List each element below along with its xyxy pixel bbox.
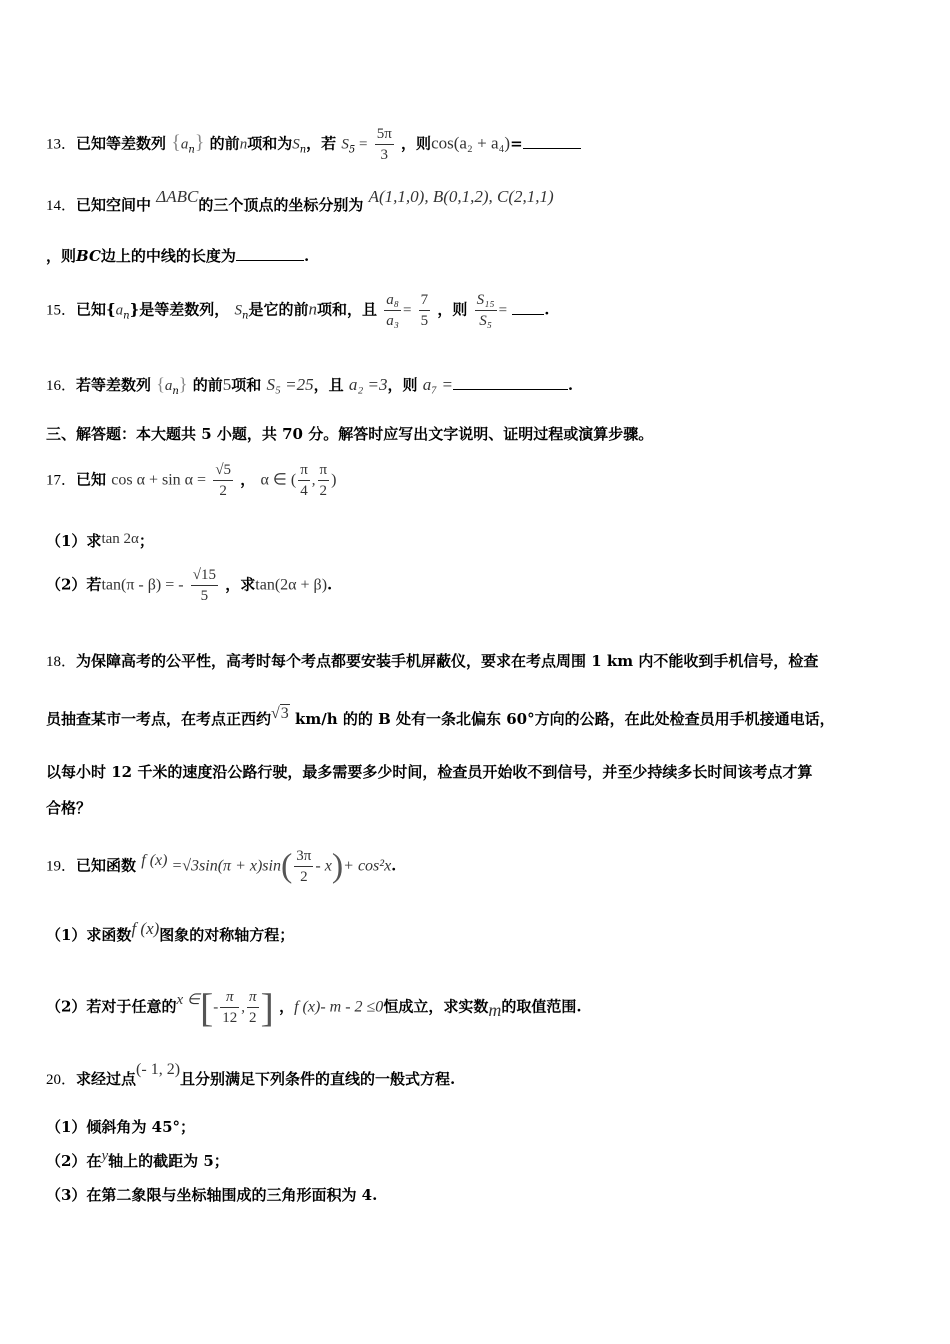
text: ，则 [46, 247, 77, 265]
math-tan-target: tan(2α + β) [255, 576, 328, 594]
text: 项和，且 [316, 300, 377, 319]
math-S5: S [341, 136, 349, 153]
fraction-5pi-3 [375, 124, 394, 165]
math-x-in: x ∈ [176, 991, 200, 1008]
math-func-expr: =√3sin(π + x)sin [167, 857, 281, 875]
text: 的三个顶点的坐标分别为 [198, 196, 364, 214]
math-tan2a: tan 2α [101, 531, 139, 547]
math-sub: n [172, 386, 179, 397]
text: 若等差数列 [76, 376, 152, 394]
math-range-open: α ∈ ( [260, 471, 297, 489]
question-18-line3: 以每小时 12 千米的速度沿公路行驶，最多需要多少时间，检查员开始收不到信号，并至少持续多长时间该考点才算 [46, 763, 813, 781]
math-minus: - [213, 999, 219, 1016]
math-seq: a [115, 302, 124, 319]
question-17-part-1 [46, 530, 154, 551]
question-13 [46, 124, 581, 165]
question-20-part-2 [46, 1150, 229, 1171]
frac-top: π [298, 460, 310, 481]
bracket-left: [ [199, 985, 214, 1030]
frac-top: S₁₅ [475, 290, 497, 311]
answer-blank[interactable] [236, 258, 304, 261]
part-label: （2）若对于任意的 [46, 997, 177, 1016]
math-S: S [234, 302, 243, 319]
question-18-line4: 合格？ [46, 799, 92, 817]
frac-bot: 2 [300, 869, 308, 885]
math-sub: 5 [348, 144, 356, 156]
frac-top: 3π [294, 846, 313, 867]
fraction-a8-a3 [384, 290, 401, 331]
math-n: n [239, 136, 248, 153]
math-eq: = [498, 302, 508, 319]
fraction-pi-4 [298, 460, 310, 501]
text: ，求 [225, 575, 256, 594]
question-19-part-1 [46, 919, 295, 945]
text: ， [279, 997, 295, 1016]
frac-top: π [318, 460, 330, 481]
text: ， [240, 470, 256, 489]
question-15 [46, 290, 550, 331]
question-19 [46, 846, 396, 887]
text: . [391, 856, 397, 875]
brace-right: } [194, 131, 205, 154]
text: . [327, 575, 333, 594]
question-14-line2 [46, 245, 309, 266]
question-20-part-1: （1）倾斜角为 45°； [46, 1118, 196, 1136]
question-number: 19． [46, 858, 77, 875]
question-number: 15． [46, 302, 77, 319]
math-sqrt3: √3 [271, 705, 289, 722]
text: ，则 [387, 376, 418, 394]
math-triangle: ΔABC [156, 187, 199, 206]
math-sub: n [188, 144, 195, 156]
fraction-sqrt15-5 [191, 565, 218, 606]
text: 已知等差数列 [76, 134, 167, 153]
math-S: S [292, 136, 300, 153]
part-label: （1）求函数 [46, 926, 132, 944]
question-number: 16． [46, 378, 77, 394]
text: 员抽查某市一考点，在考点正西约 [46, 710, 272, 728]
brace-left: { [156, 374, 165, 394]
frac-bot: 5 [200, 588, 209, 604]
math-fx: f (x) [131, 919, 160, 938]
text: . [303, 247, 310, 265]
frac-top: π [247, 987, 259, 1008]
frac-bot: 3 [380, 147, 389, 163]
text: 且分别满足下列条件的直线的一般式方程. [180, 1070, 456, 1088]
frac-top: √15 [191, 565, 218, 586]
text: 已知空间中 [76, 196, 152, 214]
frac-top: 7 [419, 290, 431, 311]
question-20-part-3: （3）在第二象限与坐标轴围成的三角形面积为 4. [46, 1186, 378, 1204]
frac-bot: a₃ [386, 313, 399, 329]
frac-bot: 4 [300, 483, 308, 499]
fraction-7-5 [419, 290, 431, 331]
question-18-line2 [46, 705, 835, 729]
math-eq: = [355, 136, 368, 153]
question-number: 14． [46, 198, 77, 214]
math-range-close: ) [331, 471, 337, 489]
text: 求经过点 [76, 1070, 137, 1088]
frac-top: π [220, 987, 239, 1008]
text: = [510, 134, 523, 153]
math-a7: a₇ = [422, 375, 453, 394]
math-lhs: cos α + sin α = [111, 471, 207, 489]
text: 边上的中线的长度为 [100, 247, 236, 265]
text: . [544, 300, 550, 319]
question-number: 20． [46, 1072, 77, 1088]
math-sub: n [299, 144, 307, 156]
part-label: （1）求 [46, 532, 102, 550]
brace-left: { [171, 131, 181, 154]
math-S5-25: S₅ =25 [266, 375, 314, 394]
frac-bot: 2 [249, 1010, 257, 1026]
frac-bot: 12 [222, 1010, 238, 1026]
math-inequality: f (x)- m - 2 ≤0 [294, 998, 384, 1016]
text: 的前 [192, 376, 223, 394]
question-20 [46, 1061, 456, 1089]
frac-top: a₈ [384, 290, 401, 311]
text: 是它的前 [248, 300, 309, 319]
math-BC: BC [76, 247, 101, 265]
fraction-pi-2b [247, 987, 259, 1028]
question-14 [46, 187, 554, 215]
math-a2-3: a₂ =3 [348, 375, 388, 394]
math-fx: f (x) [141, 851, 168, 869]
math-point: (- 1, 2) [136, 1061, 181, 1078]
frac-bot: 2 [219, 483, 227, 499]
answer-blank[interactable] [523, 146, 581, 149]
text: 项和为 [247, 134, 293, 153]
frac-bot: 2 [319, 483, 328, 499]
text: ，若 [306, 134, 337, 153]
text: 已知函数 [76, 856, 137, 875]
math-sub: n [123, 310, 130, 322]
fraction-3pi-2 [294, 846, 313, 887]
math-sub: n [242, 310, 249, 322]
text: km/h 的的 B 处有一条北偏东 60°方向的公路，在此处检查员用手机接通电话， [289, 710, 835, 728]
part-label: （2）在 [46, 1152, 102, 1170]
text: ，且 [313, 376, 344, 394]
frac-top: 5π [375, 124, 394, 145]
bracket-right: ] [260, 985, 274, 1030]
math-cos2x: + cos²x [343, 857, 392, 875]
text: 恒成立，求实数 [383, 997, 489, 1016]
fraction-pi-12 [220, 987, 239, 1028]
frac-top: √5 [213, 460, 233, 481]
math-n: n [308, 299, 317, 319]
text: 已知{ [76, 300, 116, 319]
math-seq: a [180, 136, 189, 153]
text: 已知 [76, 470, 107, 489]
radicand: 3 [280, 705, 289, 722]
text: }是等差数列， [129, 300, 230, 319]
math-coords: A(1,1,0), B(0,1,2), C(2,1,1) [368, 187, 554, 206]
section-3-heading: 三、解答题：本大题共 5 小题，共 70 分。解答时应写出文字说明、证明过程或演算步骤。 [46, 425, 654, 443]
brace-right: } [178, 374, 188, 394]
math-tan-expr: tan(π - β) = - [101, 576, 184, 594]
question-number: 13． [46, 136, 77, 153]
math-seq: a [164, 378, 173, 394]
question-17 [46, 460, 336, 501]
text: ； [138, 532, 154, 550]
question-19-part-2 [46, 984, 582, 1031]
answer-blank[interactable] [453, 387, 568, 390]
math-cos-expr: cos(a₂ + a₄) [431, 133, 511, 153]
text: . [567, 376, 574, 394]
math-comma: , [311, 472, 316, 489]
text: ，则 [437, 300, 468, 319]
part-label: （2）若 [46, 575, 102, 594]
question-18 [46, 650, 818, 671]
math-five: 5 [222, 375, 232, 394]
text: 项和 [231, 376, 262, 394]
frac-bot: S₅ [479, 313, 492, 329]
fraction-S15-S5 [475, 290, 497, 331]
math-comma: , [241, 999, 246, 1016]
paren-left: ( [280, 847, 293, 885]
question-17-part-2 [46, 565, 332, 606]
frac-bot: 5 [420, 313, 429, 329]
paren-right: ) [331, 847, 344, 885]
answer-blank[interactable] [512, 312, 544, 315]
fraction-sqrt5-2 [213, 460, 233, 501]
text: 的前 [209, 134, 240, 153]
question-number: 18． [46, 654, 77, 670]
text: 轴上的截距为 5； [108, 1152, 229, 1170]
question-number: 17． [46, 472, 77, 489]
fraction-pi-2 [318, 460, 330, 501]
text: ，则 [401, 134, 432, 153]
math-m: m [488, 999, 502, 1020]
math-eq: = [402, 302, 412, 319]
text: 图象的对称轴方程； [159, 926, 295, 944]
math-y: y [101, 1148, 109, 1164]
text: 的取值范围. [501, 997, 582, 1016]
text: 为保障高考的公平性，高考时每个考点都要安装手机屏蔽仪，要求在考点周围 1 km 内不能收到手机信号，检查 [76, 652, 819, 670]
math-minus-x: - x [315, 857, 332, 875]
question-16 [46, 374, 573, 397]
